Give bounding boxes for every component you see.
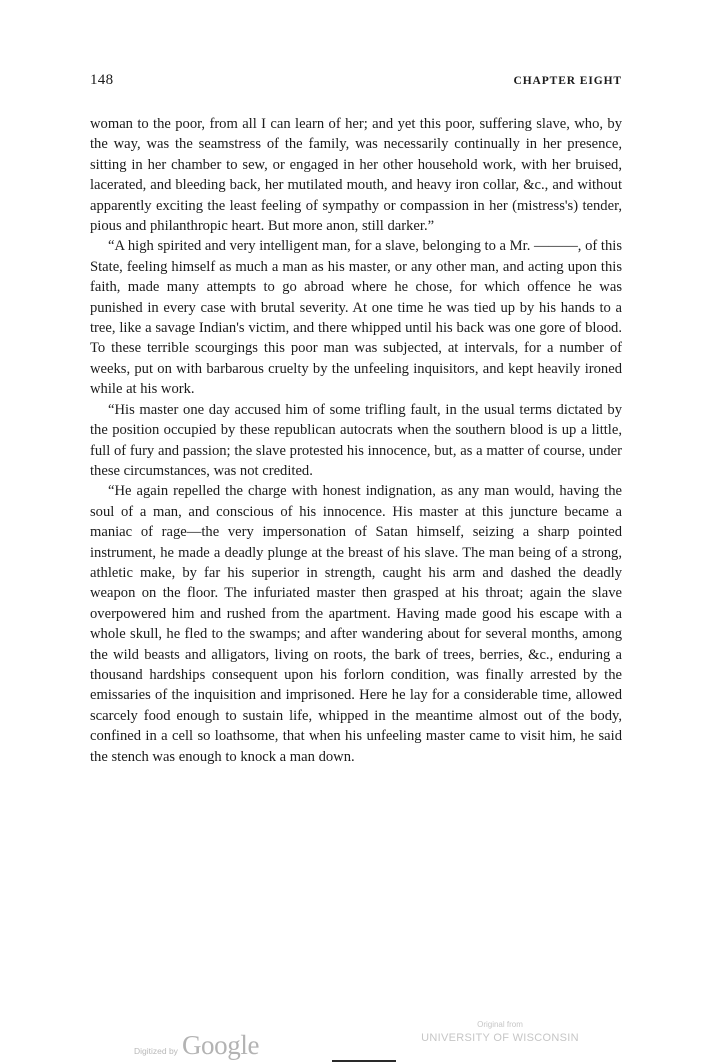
running-head bbox=[90, 72, 622, 89]
google-logo: Google bbox=[181, 1030, 260, 1060]
institution-name: UNIVERSITY OF WISCONSIN bbox=[421, 1032, 579, 1044]
original-source-watermark bbox=[415, 1020, 585, 1046]
body-text bbox=[90, 114, 622, 767]
digitized-label: Digitized by bbox=[134, 1046, 178, 1056]
paragraph: “A high spirited and very intelligent man, for a slave, belonging to a Mr. ———, of this State, feeling himself as much a man as his master, or any other man, and acting upon this faith, made many attempts to go abroad where he chose, for which offence he was punished in every case with brutal severity. At one time he was tied up by his hands to a tree, like a savage Indian's victim, and there whipped until his back was one gore of blood. To these terrible scourgings this poor man was subjected, at intervals, for a number of weeks, put on with barbarous cruelty by the unfeeling inquisitors, and kept heavily ironed while at his work. bbox=[90, 238, 622, 398]
original-from-label: Original from bbox=[477, 1020, 523, 1029]
page-footer bbox=[0, 1010, 711, 1064]
paragraph: woman to the poor, from all I can learn of her; and yet this poor, suffering slave, who, by the way, was the seamstress of the family, was necessarily continually in her presence, sitting in her chamber to sew, or engaged in her other household work, with her bruised, lacerated, and bleeding back, her mutilated mouth, and heavy iron collar, &c., and without apparently exciting the least feeling of sympathy or compassion in her (mistress's) tender, pious and philanthropic heart. But more anon, still darker.” bbox=[90, 116, 622, 235]
chapter-heading: CHAPTER EIGHT bbox=[513, 75, 622, 87]
paragraph: “His master one day accused him of some trifling fault, in the usual terms dictated by the position occupied by these republican autocrats when the southern blood is up a little, full of fury and passion; the slave protested his innocence, but, as a matter of course, under these circumstances, was not credited. bbox=[90, 401, 622, 479]
page-number: 148 bbox=[90, 72, 114, 88]
paragraph: “He again repelled the charge with honest indignation, as any man would, having the soul of a man, and conscious of his innocence. His master at this juncture became a maniac of rage—the very impersonation of Satan himself, seizing a sharp pointed instrument, he made a deadly plunge at the breast of his slave. The man being of a strong, athletic make, by far his superior in strength, caught his arm and dashed the deadly weapon on the floor. The infuriated master then grasped at his throat; again the slave overpowered him and rushed from the apartment. Having made good his escape with a whole skull, he fled to the swamps; and after wandering about for several months, among the wild beasts and alligators, living on roots, the bark of trees, berries, &c., enduring a thousand hardships consequent upon his forlorn condition, was finally arrested by the emissaries of the inquisition and imprisoned. Here he lay for a considerable time, allowed scarcely food enough to sustain life, whipped in the meantime almost out of the body, confined in a cell so loathsome, that when his unfeeling master came to visit him, he said the stench was enough to knock a man down. bbox=[90, 483, 622, 765]
digitized-by-watermark bbox=[134, 1030, 259, 1061]
footer-divider bbox=[332, 1060, 396, 1062]
